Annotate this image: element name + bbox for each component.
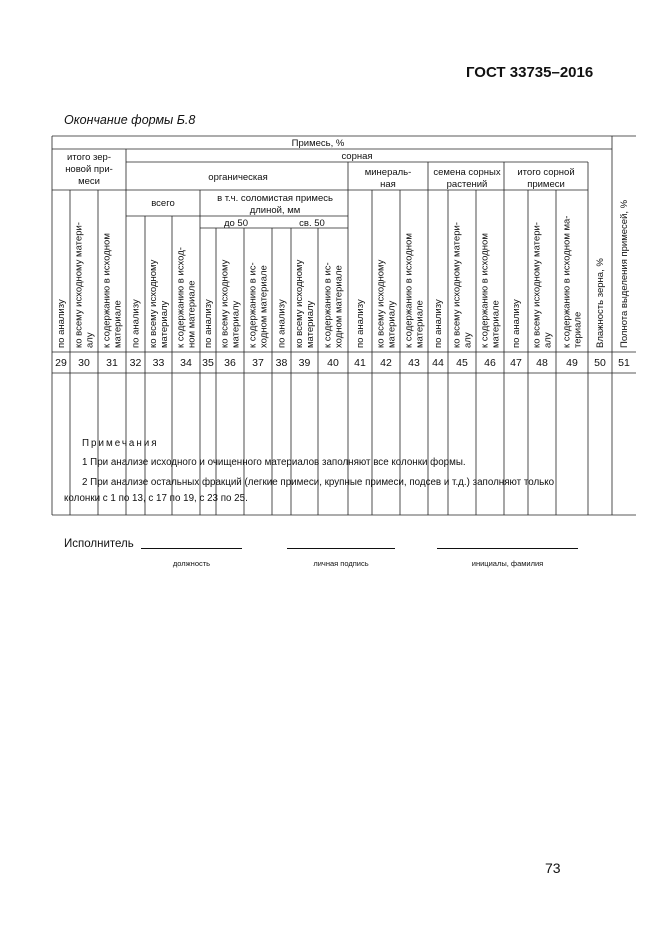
form-caption: Окончание формы Б.8: [64, 113, 196, 127]
column-number: 36: [224, 357, 236, 369]
table-labels: [55, 138, 630, 369]
note-1: 1 При анализе исходного и очищенного материалов заполняют все колонки формы.: [82, 457, 466, 468]
column-header-c45: алу: [462, 332, 474, 348]
column-header-c38: по анализу: [276, 299, 288, 348]
header-itogo-sorn: итого сорной: [517, 167, 575, 178]
column-header-c39: материалу: [305, 300, 316, 348]
column-header-c32: по анализу: [130, 299, 142, 348]
header-vsego: всего: [151, 198, 175, 209]
column-number: 29: [55, 357, 67, 369]
header-itogo-sorn: примеси: [527, 179, 565, 190]
column-header-c34: ном материале: [186, 280, 198, 348]
page-number: 73: [545, 860, 561, 876]
column-number: 46: [484, 357, 496, 369]
column-header-c39: ко всему исходному: [294, 259, 305, 348]
column-header-c46: к содержанию в исходном: [479, 233, 491, 348]
notes-title: Примечания: [82, 438, 159, 449]
column-number: 31: [106, 357, 118, 369]
column-header-c50: Влажность зерна, %: [595, 258, 606, 348]
column-header-c37: ходном материале: [258, 265, 270, 348]
column-number: 49: [566, 357, 578, 369]
column-header-c47: по анализу: [511, 299, 522, 348]
column-header-c45: ко всему исходному матери-: [451, 222, 463, 348]
column-number: 50: [594, 357, 606, 369]
column-header-c43: материале: [414, 300, 426, 348]
column-header-c36: материалу: [230, 300, 242, 348]
column-number: 48: [536, 357, 548, 369]
header-itogo-zern: итого зер-: [67, 152, 111, 163]
column-header-c30: алу: [84, 332, 96, 348]
header-mineral: ная: [380, 179, 396, 190]
column-number: 47: [510, 357, 522, 369]
column-number: 30: [78, 357, 90, 369]
header-sornaya: сорная: [341, 151, 373, 162]
column-number: 34: [180, 357, 192, 369]
column-header-c42: ко всему исходному: [375, 259, 387, 348]
column-header-c40: ходном материале: [333, 265, 345, 348]
column-header-c31: к содержанию в исходном: [101, 233, 113, 348]
column-number: 41: [354, 357, 366, 369]
column-header-c51: Полнота выделения примесей, %: [619, 199, 630, 348]
name-line[interactable]: [437, 548, 578, 549]
column-header-c48: алу: [542, 332, 554, 348]
column-header-c40: к содержанию в ис-: [322, 262, 334, 348]
column-number: 35: [202, 357, 214, 369]
column-number: 37: [252, 357, 264, 369]
header-primes: Примесь, %: [291, 138, 345, 149]
column-header-c42: материалу: [386, 300, 398, 348]
header-mineral: минераль-: [364, 167, 412, 178]
column-header-c30: ко всему исходному матери-: [73, 222, 85, 348]
signature-caption: личная подпись: [313, 559, 369, 568]
column-number: 43: [408, 357, 420, 369]
standard-header: ГОСТ 33735–2016: [466, 64, 594, 81]
column-number: 39: [298, 357, 311, 369]
position-line[interactable]: [141, 548, 242, 549]
column-number: 51: [618, 357, 630, 369]
header-itogo-zern: новой при-: [65, 164, 113, 175]
column-number: 40: [327, 357, 339, 369]
column-header-c33: ко всему исходному: [148, 259, 159, 348]
column-header-c49: к содержанию в исходном ма-: [561, 215, 573, 348]
signature-line[interactable]: [287, 548, 395, 549]
header-itogo-zern: меси: [78, 176, 100, 187]
column-header-c49: териале: [572, 311, 584, 348]
notes-block: [64, 438, 554, 507]
column-header-c29: по анализу: [56, 299, 67, 348]
header-organ: органическая: [208, 172, 268, 183]
column-header-c48: ко всему исходному матери-: [531, 222, 543, 348]
signature-label: Исполнитель: [64, 538, 134, 550]
header-straw-length: в т.ч. соломистая примесь: [217, 193, 333, 204]
header-weed-seeds: семена сорных: [433, 167, 501, 178]
column-header-c33: материалу: [159, 300, 170, 348]
header-weed-seeds: растений: [446, 179, 488, 190]
column-header-c34: к содержанию в исход-: [175, 247, 187, 348]
column-number: 33: [152, 357, 165, 369]
header-over-50: св. 50: [299, 218, 325, 229]
column-header-c46: материале: [490, 300, 502, 348]
column-number: 42: [380, 357, 392, 369]
column-number: 45: [456, 357, 468, 369]
header-straw-length: длиной, мм: [249, 205, 301, 216]
column-number: 32: [129, 357, 142, 369]
column-header-c41: по анализу: [355, 299, 366, 348]
column-header-c31: материале: [112, 300, 124, 348]
note-2-continued: колонки с 1 по 13, с 17 по 19, с 23 по 25.: [64, 493, 248, 504]
column-header-c35: по анализу: [203, 299, 214, 348]
header-up-to-50: до 50: [223, 218, 249, 229]
note-2: 2 При анализе остальных фракций (легкие примеси, крупные примеси, подсев и т.д.) заполняют только: [82, 477, 555, 488]
position-caption: должность: [172, 559, 211, 568]
column-header-c36: ко всему исходному: [219, 259, 231, 348]
name-caption: инициалы, фамилия: [471, 559, 544, 568]
column-header-c44: по анализу: [433, 299, 444, 348]
column-header-c43: к содержанию в исходном: [403, 233, 415, 348]
column-number: 38: [275, 357, 288, 369]
column-number: 44: [432, 357, 444, 369]
column-header-c37: к содержанию в ис-: [247, 262, 259, 348]
